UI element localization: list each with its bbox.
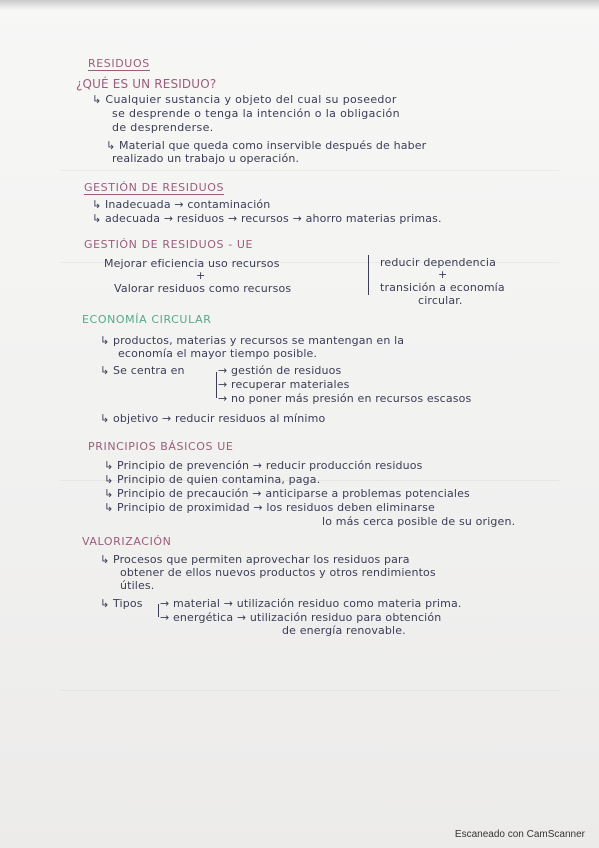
- economia-branch-line: [216, 372, 217, 398]
- principio-precaucion: ↳ Principio de precaución → anticiparse a problemas potenciales: [104, 487, 470, 500]
- ue-right-line-1: reducir dependencia: [380, 256, 497, 269]
- gestion-heading: GESTIÓN DE RESIDUOS: [84, 181, 225, 194]
- economia-objetivo: ↳ objetivo → reducir residuos al mínimo: [100, 412, 326, 425]
- valorizacion-tipo-material: → material → utilización residuo como materia prima.: [160, 597, 462, 610]
- economia-sub-1: → gestión de residuos: [218, 364, 342, 377]
- valorizacion-heading: VALORIZACIÓN: [82, 535, 172, 548]
- ue-left-line-1: Mejorar eficiencia uso recursos: [104, 257, 280, 270]
- principio-prevencion: ↳ Principio de prevención → reducir producción residuos: [104, 459, 423, 472]
- valorizacion-tipo-energetica-cont: de energía renovable.: [282, 624, 406, 637]
- notes-title: RESIDUOS: [88, 57, 150, 70]
- economia-circular-heading: ECONOMÍA CIRCULAR: [82, 313, 212, 326]
- ue-left-line-2: Valorar residuos como recursos: [114, 282, 292, 295]
- principio-proximidad-cont: lo más cerca posible de su origen.: [322, 515, 516, 528]
- ue-brace: [368, 255, 375, 295]
- gestion-adecuada: ↳ adecuada → residuos → recursos → ahorro materias primas.: [92, 212, 442, 225]
- valorizacion-line-2: obtener de ellos nuevos productos y otros rendimientos: [120, 566, 436, 579]
- principios-heading: PRINCIPIOS BÁSICOS UE: [88, 440, 234, 453]
- valorizacion-line-1: ↳ Procesos que permiten aprovechar los residuos para: [100, 553, 410, 566]
- valorizacion-tipo-energetica: → energética → utilización residuo para obtención: [160, 611, 442, 624]
- definition-2-line-1: ↳ Material que queda como inservible después de haber: [106, 139, 427, 152]
- economia-line-2: economía el mayor tiempo posible.: [118, 347, 318, 360]
- gestion-ue-heading: GESTIÓN DE RESIDUOS - UE: [84, 238, 254, 251]
- principio-proximidad: ↳ Principio de proximidad → los residuos deben eliminarse: [104, 501, 435, 514]
- valorizacion-branch-line: [158, 604, 159, 617]
- definition-1-line-2: se desprende o tenga la intención o la obligación: [112, 107, 400, 120]
- definition-2-line-2: realizado un trabajo u operación.: [112, 152, 300, 165]
- ue-left-plus: +: [196, 269, 206, 282]
- economia-centra-en: ↳ Se centra en: [100, 364, 185, 377]
- valorizacion-line-3: útiles.: [120, 579, 155, 592]
- gestion-inadecuada: ↳ Inadecuada → contaminación: [92, 198, 271, 211]
- ue-right-line-2: transición a economía: [380, 281, 505, 294]
- camscanner-watermark: Escaneado con CamScanner: [454, 829, 585, 840]
- ue-right-line-3: circular.: [418, 294, 463, 307]
- question-heading: ¿QUÉ ES UN RESIDUO?: [76, 77, 217, 91]
- valorizacion-tipos: ↳ Tipos: [100, 597, 143, 610]
- ue-right-plus: +: [438, 268, 448, 281]
- economia-sub-2: → recuperar materiales: [218, 378, 350, 391]
- principio-quien-contamina: ↳ Principio de quien contamina, paga.: [104, 473, 321, 486]
- economia-line-1: ↳ productos, materias y recursos se mantengan en la: [100, 334, 405, 347]
- definition-1-line-3: de desprenderse.: [112, 121, 214, 134]
- economia-sub-3: → no poner más presión en recursos escasos: [218, 392, 472, 405]
- definition-1-line-1: ↳ Cualquier sustancia y objeto del cual su poseedor: [92, 93, 397, 106]
